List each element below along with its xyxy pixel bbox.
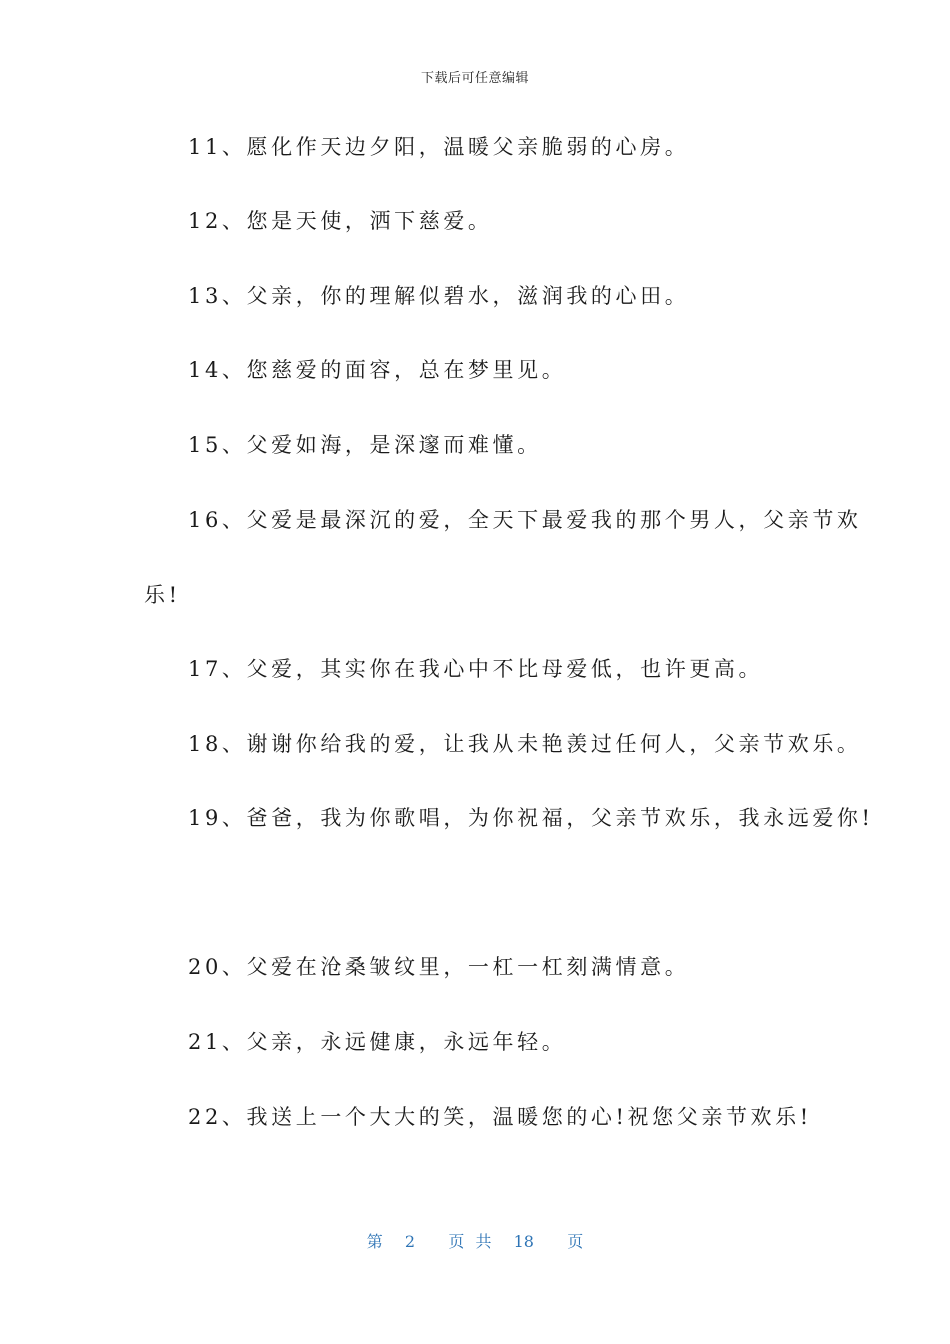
line-20: 20、父爱在沧桑皱纹里，一杠一杠刻满情意。 <box>188 955 690 979</box>
line-18: 18、谢谢你给我的爱，让我从未艳羡过任何人，父亲节欢乐。 <box>188 732 862 756</box>
line-11: 11、愿化作天边夕阳，温暖父亲脆弱的心房。 <box>188 135 690 159</box>
footer-total-pages: 18 <box>513 1232 534 1251</box>
line-21: 21、父亲，永远健康，永远年轻。 <box>188 1030 567 1054</box>
line-12: 12、您是天使，洒下慈爱。 <box>188 209 493 233</box>
line-16: 16、父爱是最深沉的爱，全天下最爱我的那个男人，父亲节欢 <box>188 508 862 532</box>
line-15: 15、父爱如海，是深邃而难懂。 <box>188 433 542 457</box>
footer-middle: 页 共 <box>448 1232 492 1251</box>
line-22: 22、我送上一个大大的笑，温暖您的心!祝您父亲节欢乐! <box>188 1105 812 1129</box>
line-19: 19、爸爸，我为你歌唱，为你祝福，父亲节欢乐，我永远爱你! <box>188 806 874 830</box>
line-14: 14、您慈爱的面容，总在梦里见。 <box>188 358 567 382</box>
footer-suffix: 页 <box>567 1232 584 1251</box>
footer-page-number: 2 <box>404 1232 416 1251</box>
page-header: 下载后可任意编辑 <box>420 71 529 86</box>
line-13: 13、父亲，你的理解似碧水，滋润我的心田。 <box>188 284 690 308</box>
page-footer <box>0 1229 950 1252</box>
line-16-continuation: 乐! <box>144 583 181 607</box>
line-17: 17、父爱，其实你在我心中不比母爱低，也许更高。 <box>188 657 764 681</box>
footer-prefix: 第 <box>366 1232 383 1251</box>
